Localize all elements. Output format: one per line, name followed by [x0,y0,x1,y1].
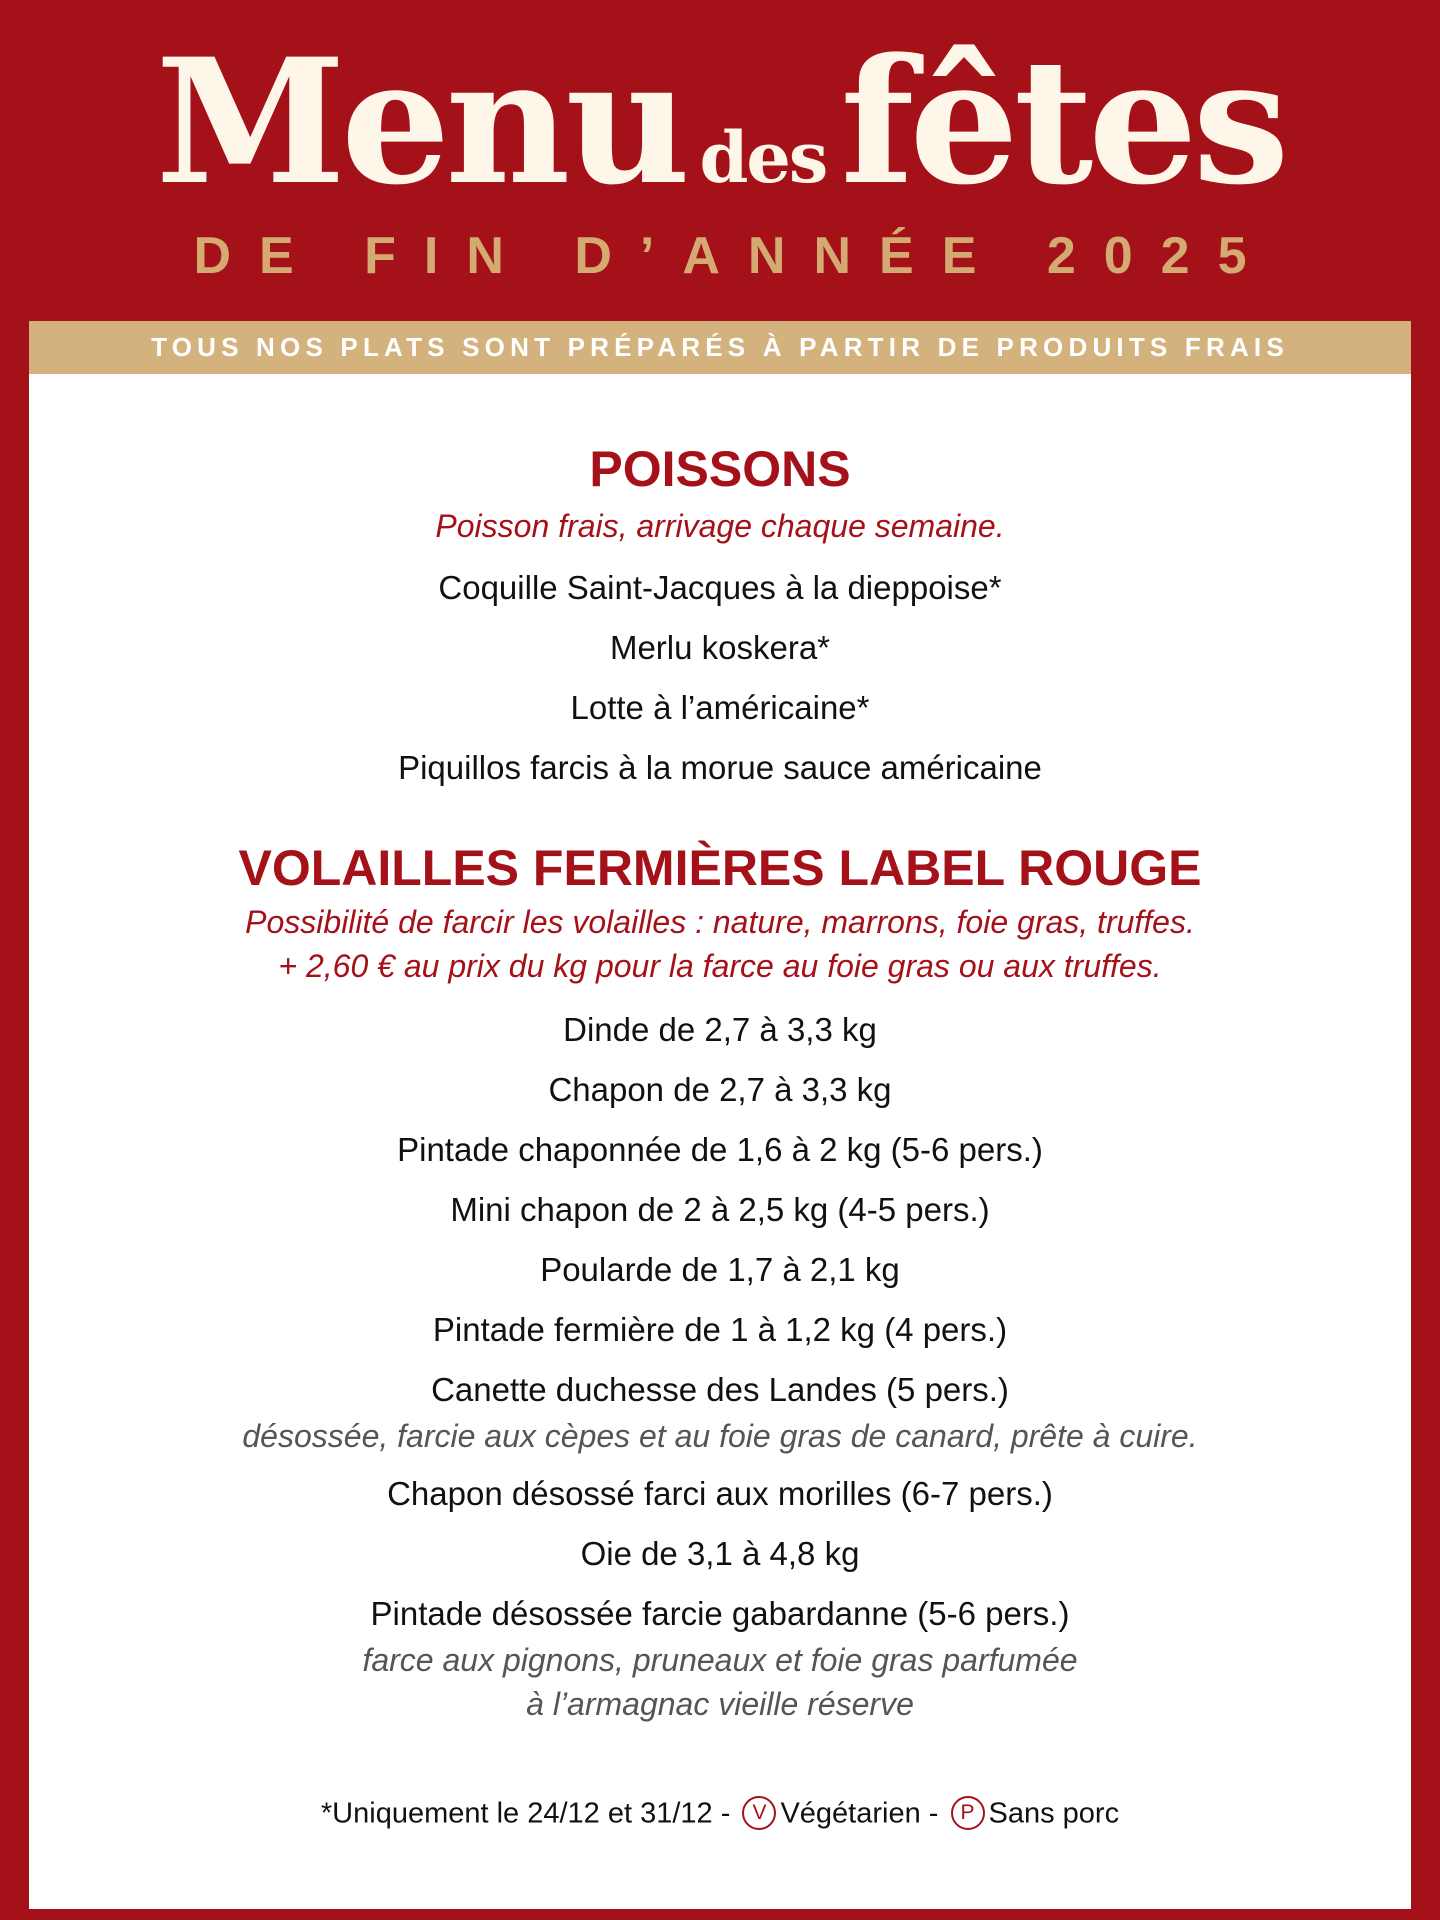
menu-item: Merlu koskera* [609,629,831,666]
menu-content [29,439,1411,1726]
menu-item: Canette duchesse des Landes (5 pers.) [431,1371,1009,1408]
menu-title [0,20,1440,223]
section-title-poissons: POISSONS [589,441,851,497]
volailles-note-2: + 2,60 € au prix du kg pour la farce au foie gras ou aux truffes. [278,948,1162,984]
pork-free-icon: P [951,1796,985,1830]
fresh-products-banner: TOUS NOS PLATS SONT PRÉPARÉS À PARTIR DE PRODUITS FRAIS [29,321,1411,374]
title-fetes: fêtes [840,20,1285,223]
vegetarian-label: Végétarien - [780,1797,939,1830]
menu-item: Pintade fermière de 1 à 1,2 kg (4 pers.) [432,1311,1008,1348]
menu-item: Oie de 3,1 à 4,8 kg [580,1535,860,1572]
item-description: désossée, farcie aux cèpes et au foie gras de canard, prête à cuire. [242,1418,1198,1454]
menu-item: Poularde de 1,7 à 2,1 kg [540,1251,900,1288]
menu-subtitle: DE FIN D’ANNÉE 2025 [193,227,1275,285]
header [0,0,1440,320]
volailles-note-1: Possibilité de farcir les volailles : nature, marrons, foie gras, truffes. [245,904,1195,940]
menu-card [29,321,1411,1909]
menu-item: Pintade désossée farcie gabardanne (5-6 pers.) [370,1595,1070,1632]
volailles-list [29,1000,1411,1726]
menu-item: Coquille Saint-Jacques à la dieppoise* [438,569,1002,606]
menu-item: Mini chapon de 2 à 2,5 kg (4-5 pers.) [450,1191,990,1228]
item-description: farce aux pignons, pruneaux et foie gras parfumée [362,1642,1078,1678]
menu-item: Dinde de 2,7 à 3,3 kg [563,1011,877,1048]
menu-item: Lotte à l’américaine* [570,689,870,726]
item-description: à l’armagnac vieille réserve [526,1686,914,1722]
menu-footer [29,1796,1411,1834]
section-title-volailles: VOLAILLES FERMIÈRES LABEL ROUGE [238,840,1202,896]
vegetarian-icon: V [742,1796,776,1830]
menu-item: Chapon de 2,7 à 3,3 kg [548,1071,892,1108]
menu-item: Piquillos farcis à la morue sauce américaine [398,749,1042,786]
poissons-list [29,558,1411,798]
menu-item: Pintade chaponnée de 1,6 à 2 kg (5-6 pers.) [397,1131,1043,1168]
title-menu: Menu [155,20,686,223]
menu-item: Chapon désossé farci aux morilles (6-7 pers.) [387,1475,1053,1512]
footer-note: *Uniquement le 24/12 et 31/12 - [320,1797,731,1830]
title-des: des [699,116,827,199]
pork-free-label: Sans porc [988,1797,1120,1830]
poissons-note: Poisson frais, arrivage chaque semaine. [435,508,1005,544]
